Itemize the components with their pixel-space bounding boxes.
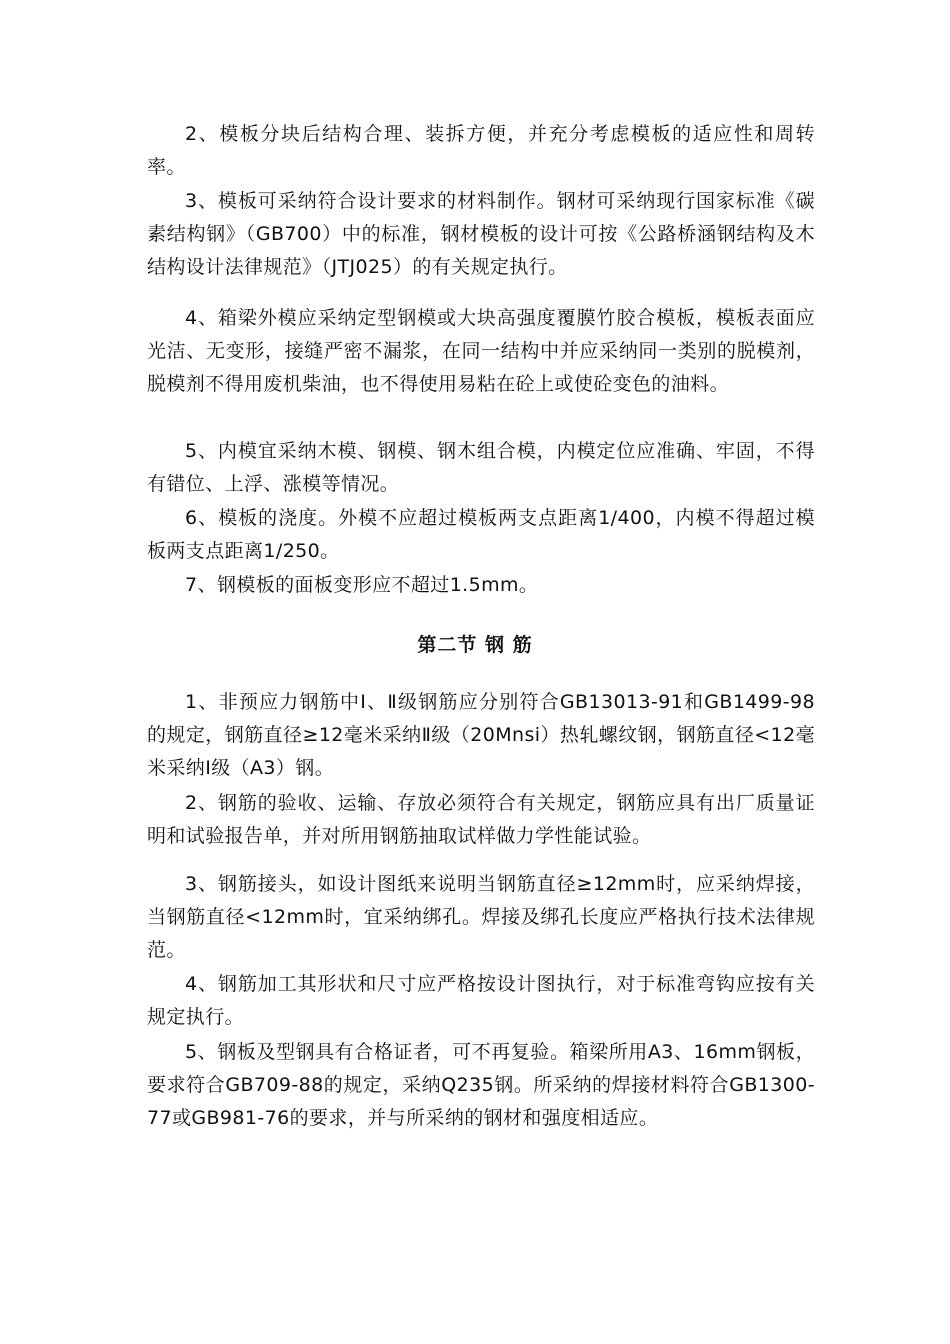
- paragraph-template-7: 7、钢模板的面板变形应不超过1.5mm。: [185, 574, 539, 596]
- paragraph-template-3: 3、模板可采纳符合设计要求的材料制作。钢材可采纳现行国家标准《碳素结构钢》（GB700）中的标准，钢材模板的设计可按《公路桥涵钢结构及木结构设计法律规范》（JTJ025）的有关规定执行。: [147, 190, 815, 278]
- paragraph-rebar-1: 1、非预应力钢筋中Ⅰ、Ⅱ级钢筋应分别符合GB13013-91和GB1499-98的规定，钢筋直径≥12毫米采纳Ⅱ级（20Mnsi）热轧螺纹钢，钢筋直径<12毫米采纳Ⅰ级（A3）钢。: [147, 691, 815, 779]
- paragraph-template-4: 4、箱梁外模应采纳定型钢模或大块高强度覆膜竹胶合模板，模板表面应光洁、无变形，接缝严密不漏浆，在同一结构中并应采纳同一类别的脱模剂，脱模剂不得用废机柴油，也不得使用易粘在砼上或使砼变色的油料。: [147, 307, 815, 395]
- paragraph-rebar-3: 3、钢筋接头，如设计图纸来说明当钢筋直径≥12mm时，应采纳焊接，当钢筋直径<12mm时，宜采纳绑孔。焊接及绑孔长度应严格执行技术法律规范。: [147, 873, 815, 961]
- paragraph-rebar-4: 4、钢筋加工其形状和尺寸应严格按设计图执行，对于标准弯钩应按有关规定执行。: [147, 973, 815, 1028]
- paragraph-template-2: 2、模板分块后结构合理、装拆方便，并充分考虑模板的适应性和周转率。: [147, 123, 815, 178]
- paragraph-rebar-5: 5、钢板及型钢具有合格证者，可不再复验。箱梁所用A3、16mm钢板，要求符合GB709-88的规定，采纳Q235钢。所采纳的焊接材料符合GB1300-77或GB981-76的要求，并与所采纳的钢材和强度相适应。: [147, 1041, 815, 1129]
- paragraph-template-5: 5、内模宜采纳木模、钢模、钢木组合模，内模定位应准确、牢固，不得有错位、上浮、涨模等情况。: [147, 440, 815, 495]
- section-heading-rebar: 第二节 钢 筋: [417, 634, 533, 656]
- paragraph-rebar-2: 2、钢筋的验收、运输、存放必须符合有关规定，钢筋应具有出厂质量证明和试验报告单，并对所用钢筋抽取试样做力学性能试验。: [147, 792, 815, 847]
- paragraph-template-6: 6、模板的浇度。外模不应超过模板两支点距离1/400，内模不得超过模板两支点距离1/250。: [147, 507, 815, 562]
